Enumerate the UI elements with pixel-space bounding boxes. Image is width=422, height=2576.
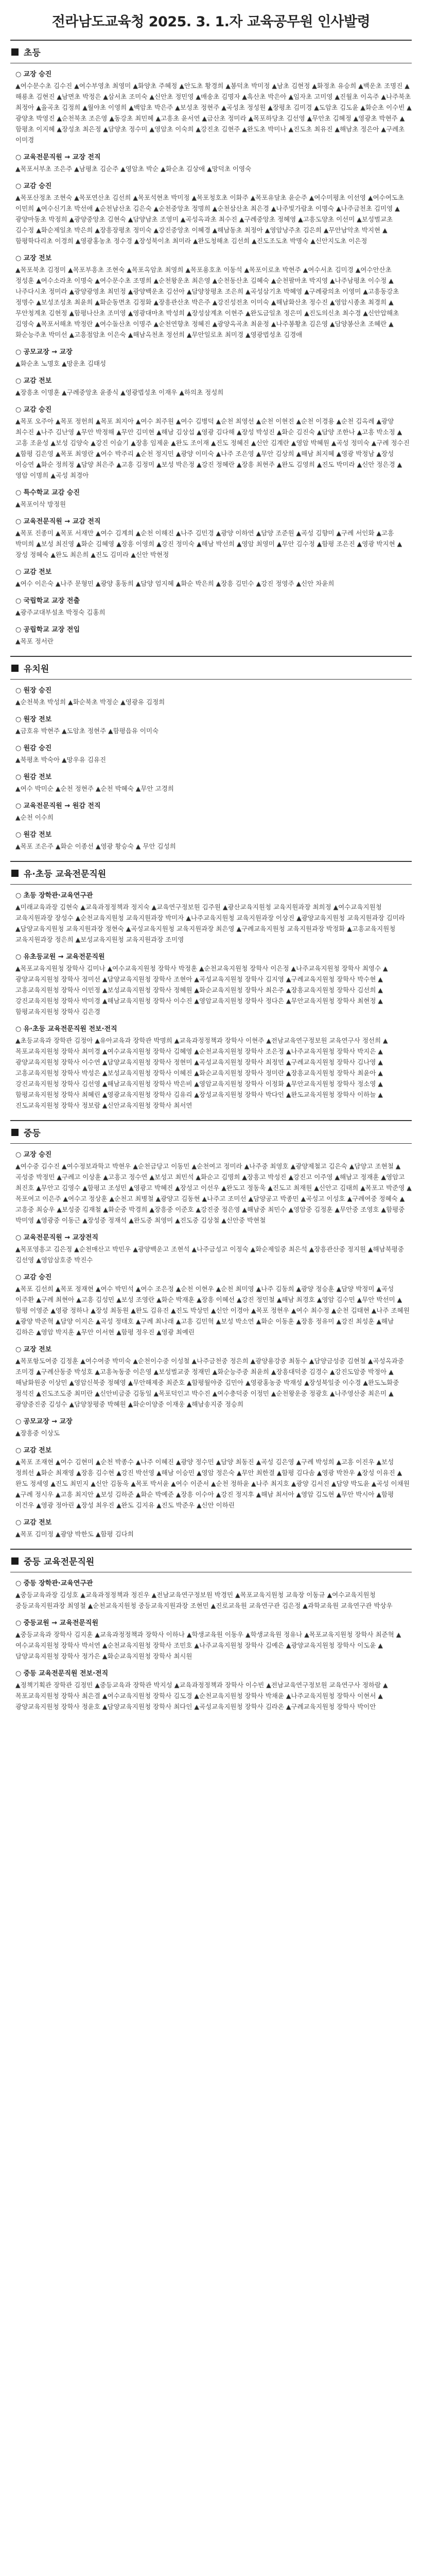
- appointment-block: [15, 1445, 412, 1511]
- appointment-list-text: ▲목포 정서란: [15, 637, 54, 645]
- appointment-list-text: ▲북평초 박숙아 ▲망우유 김유진: [15, 756, 107, 764]
- appointment-category-title: ○ 교감 승진: [15, 404, 412, 414]
- appointment-block: [15, 1517, 412, 1539]
- appointment-category-title: ○ 원감 승진: [15, 742, 412, 752]
- appointment-category-title: ○ 중등 장학관·교육연구관: [15, 1578, 412, 1587]
- appointment-list-text: ▲목포 조은주 ▲화순 이종선 ▲영광 황승숙 ▲ 무안 김성희: [15, 842, 176, 850]
- appointment-block: [15, 685, 412, 707]
- appointment-block: [15, 595, 412, 618]
- section-header: [10, 656, 412, 680]
- appointment-block: [15, 69, 412, 145]
- section: [10, 40, 412, 647]
- appointment-block: [15, 1617, 412, 1662]
- appointment-block: [15, 1023, 412, 1111]
- appointment-block: [15, 487, 412, 510]
- document-title: 전라남도교육청 2025. 3. 1.자 교육공무원 인사발령: [51, 14, 371, 30]
- appointment-block: [15, 1416, 412, 1438]
- appointment-list-text: ▲장흥중 이상도: [15, 1429, 60, 1437]
- appointment-list-text: ▲목포서부초 조은주 ▲남평초 김순주 ▲영암초 박순 ▲화순초 김상애 ▲망덕초 이영숙: [15, 165, 252, 173]
- appointment-category-title: ○ 유초등교원 → 교육전문직원: [15, 951, 412, 961]
- appointment-list-text: ▲광주교대부설초 박정숙 김홍희: [15, 608, 106, 616]
- section-header: [10, 40, 412, 63]
- appointment-block: [15, 516, 412, 560]
- section-title: 중등 교육전문직원: [24, 1557, 95, 1567]
- appointment-category-title: ○ 교장 승진: [15, 1149, 412, 1159]
- appointment-list-text: ▲목포항도여중 김정훈 ▲여수여중 박미숙 ▲순천이수중 이성철 ▲나주금천중 정은희 ▲광양용강중 최동수 ▲담양금성중 김현철 ▲곡성옥과중 조미경 ▲구례산동중 박성호 ▲고흥녹동중 이은영 ▲보성벌교중 정재민 ▲화순능주중 최윤희 ▲장흥대덕중 김경수 ▲강진도암중 박정아 ▲해남화원중 이상민 ▲영암신북중 정혜영 ▲무안해제중 최준호 ▲함평월야중 김민아 ▲영광홍농중 박재성 ▲장성북일중 이수경 ▲완도노화중 정석진 ▲진도조도중 최미란 ▲신안비금중 김동일 ▲목포덕인고 박수진 ▲여수충덕중 이정민 ▲순천왕운중 정광호 ▲나주영산중 최은미 ▲광양중진중 김성수 ▲담양창평중 박혜원 ▲화순이양중 이재웅 ▲해남송지중 정승희: [15, 1357, 404, 1408]
- appointment-block: [15, 624, 412, 647]
- appointment-list-text: ▲목포 김미정 ▲광양 박한도 ▲함평 김다희: [15, 1530, 134, 1538]
- appointment-category-title: ○ 원장 승진: [15, 685, 412, 694]
- appointment-block: [15, 1272, 412, 1337]
- appointment-category-title: ○ 초등 장학관·교육연구관: [15, 890, 412, 900]
- appointment-list-text: ▲목포 오주아 ▲목포 정헌희 ▲목포 최지아 ▲여수 최주원 ▲여수 김병덕 ▲순천 최영선 ▲순천 이현진 ▲순천 이경용 ▲순천 김옥례 ▲광양 최수진 ▲나주 김난영 ▲무안 박정해 ▲무안 김미현 ▲해남 김상섭 ▲영광 김다해 ▲장성 박성진 ▲화순 김진숙 ▲담양 조한나 ▲고흥 박소정 ▲고흥 조윤성 ▲보성 김양숙 ▲강진 이슬기 ▲장흥 임제윤 ▲완도 조이재 ▲진도 정혜진 ▲신안 김계란 ▲영암 박혜원 ▲곡성 정미숙 ▲구례 정수진 ▲함평 김은영 ▲목포 최영란 ▲여수 박주리 ▲순천 정지민 ▲광양 이미숙 ▲나주 조은영 ▲무안 김상희 ▲해남 최지혜 ▲영광 박정남 ▲장성 이승연 ▲화순 정희정 ▲담양 최은주 ▲고흥 김정미 ▲보성 박은정 ▲강진 정혜란 ▲장흥 최현주 ▲완도 김영희 ▲진도 박미라 ▲신안 정은경 ▲영암 이명희 ▲곡성 최경아: [15, 417, 410, 479]
- appointment-block: [15, 1578, 412, 1611]
- appointment-list-text: ▲중등교육과 장학사 김지훈 ▲교육과정정책과 장학사 이하나 ▲학생교육원 이동우 ▲학생교육원 정유나 ▲목포교육지원청 장학사 최준혁 ▲여수교육지원청 장학사 박서연 ▲순천교육지원청 장학사 조민호 ▲나주교육지원청 장학사 김예은 ▲광양교육지원청 장학사 이도윤 ▲담양교육지원청 장학사 정가은 ▲화순교육지원청 장학사 최시원: [15, 1631, 401, 1660]
- appointment-list-text: ▲목포북초 김정미 ▲목포부흥초 조현숙 ▲목포옥암초 최영희 ▲목포용호초 이동석 ▲목포이로초 박현주 ▲여수서초 김미경 ▲여수안산초 정성훈 ▲여수소라초 이명숙 ▲여수문수초 조명희 ▲순천왕운초 최은영 ▲순천동산초 김혜숙 ▲순천팔마초 박지영 ▲나주남평초 이수정 ▲나주다시초 정미라 ▲광양광영초 최민정 ▲광양백운초 김선아 ▲담양창평초 조은희 ▲곡성삼기초 박혜영 ▲구례광의초 이영미 ▲고흥동강초 정명수 ▲보성조성초 최윤희 ▲화순동면초 김정화 ▲장흥관산초 박은주 ▲강진성전초 이미숙 ▲해남화산초 정수진 ▲영암시종초 최경희 ▲무안청계초 김현정 ▲함평나산초 조미영 ▲영광대마초 박성희 ▲장성삼계초 이현주 ▲완도금일초 정은미 ▲진도의신초 최수경 ▲신안압해초 김영숙 ▲목포서해초 박정란 ▲여수돌산초 이명주 ▲순천연향초 정혜진 ▲광양옥곡초 최윤정 ▲나주봉황초 김은영 ▲담양봉산초 조혜란 ▲화순능주초 박미선 ▲고흥점암초 이은숙 ▲해남옥천초 정선희 ▲무안일로초 최미경 ▲영광법성초 김경애: [15, 266, 399, 338]
- appointment-category-title: ○ 교육전문직원 → 교감 전직: [15, 516, 412, 526]
- appointment-category-title: ○ 특수학교 교감 승진: [15, 487, 412, 497]
- appointment-list-text: ▲화순초 노명호 ▲망운초 김태성: [15, 360, 107, 367]
- square-bullet-icon: [11, 870, 19, 877]
- section: [10, 1549, 412, 1712]
- appointment-category-title: ○ 원장 전보: [15, 714, 412, 723]
- section-title: 중등: [24, 1128, 41, 1139]
- appointment-block: [15, 890, 412, 945]
- section: [10, 1120, 412, 1539]
- appointment-category-title: ○ 교육전문직원 → 교장 전직: [15, 151, 412, 161]
- appointment-list-text: ▲금호유 박현주 ▲도암초 정현주 ▲함평읍유 이미숙: [15, 727, 159, 735]
- appointment-category-title: ○ 교장 전보: [15, 1344, 412, 1353]
- square-bullet-icon: [11, 48, 19, 56]
- appointment-block: [15, 151, 412, 174]
- appointment-list-text: ▲순천북초 박성희 ▲화순북초 박정순 ▲영광유 김정희: [15, 698, 165, 706]
- appointment-category-title: ○ 교장 전보: [15, 252, 412, 262]
- appointment-category-title: ○ 교감 전보: [15, 375, 412, 385]
- appointment-category-title: ○ 교감 승진: [15, 180, 412, 190]
- section-header: [10, 861, 412, 885]
- appointment-block: [15, 771, 412, 794]
- appointment-category-title: ○ 유·초등 교육전문직원 전보·전직: [15, 1023, 412, 1033]
- appointment-block: [15, 375, 412, 398]
- appointment-category-title: ○ 교감 승진: [15, 1272, 412, 1281]
- appointment-list-text: ▲정책기획관 장학관 김정민 ▲중등교육과 장학관 박지성 ▲교육과정정책과 장학사 이수빈 ▲전남교육연구정보원 교육연구사 정하람 ▲목포교육지원청 장학사 최은결 ▲여수교육지원청 장학사 김도경 ▲순천교육지원청 장학사 박채윤 ▲나주교육지원청 장학사 이현서 ▲광양교육지원청 장학사 정윤호 ▲담양교육지원청 장학사 최다인 ▲곡성교육지원청 장학사 김라온 ▲구례교육지원청 장학사 박이안: [15, 1681, 388, 1710]
- appointment-block: [15, 1668, 412, 1712]
- appointment-category-title: ○ 중등 교육전문직원 전보·전직: [15, 1668, 412, 1677]
- square-bullet-icon: [11, 665, 19, 672]
- appointment-list-text: ▲여수문수초 김수진 ▲여수부영초 최영미 ▲화양초 주혜정 ▲안도초 황경희 ▲봉덕초 박미정 ▲남초 김현정 ▲화정초 유승희 ▲백운초 조명진 ▲해룡초 김현진 ▲남면초 박정은 ▲삼서초 조미숙 ▲신안초 정민영 ▲매송초 김명자 ▲흑산초 박은아 ▲임자초 고미영 ▲진월초 이옥주 ▲나주북초 최정아 ▲율곡초 김정희 ▲월야초 이영희 ▲백암초 박은주 ▲보성초 정현주 ▲곡성초 정성원 ▲장평초 김미경 ▲도암초 김도윤 ▲화순초 이수빈 ▲광양초 박영진 ▲순천북초 조은영 ▲동강초 최민혜 ▲고흥초 윤서연 ▲금산초 정미라 ▲목포하당초 김선영 ▲무안초 김혜정 ▲영광초 박현주 ▲함평초 이지혜 ▲장성초 최은정 ▲담양초 정수미 ▲영암초 이숙희 ▲강진초 김현주 ▲완도초 박미나 ▲진도초 최유진 ▲해남초 정은아 ▲구례초 이미경: [15, 82, 412, 144]
- appointment-list-text: ▲초등교육과 장학관 김정아 ▲유아교육과 장학관 박명희 ▲교육과정정책과 장학사 이현주 ▲전남교육연구정보원 교육연구사 정선희 ▲목포교육지원청 장학사 최미경 ▲여수교육지원청 장학사 김혜영 ▲순천교육지원청 장학사 조은정 ▲나주교육지원청 장학사 박지은 ▲광양교육지원청 장학사 이수연 ▲담양교육지원청 장학사 정현미 ▲곡성교육지원청 장학사 최정민 ▲구례교육지원청 장학사 김나영 ▲고흥교육지원청 장학사 박성은 ▲보성교육지원청 장학사 이혜진 ▲화순교육지원청 장학사 정미란 ▲장흥교육지원청 장학사 최윤아 ▲강진교육지원청 장학사 김선영 ▲해남교육지원청 장학사 박은비 ▲영암교육지원청 장학사 이정화 ▲무안교육지원청 장학사 정소영 ▲함평교육지원청 장학사 최혜린 ▲영광교육지원청 장학사 김유리 ▲장성교육지원청 장학사 박다인 ▲완도교육지원청 장학사 이하늘 ▲진도교육지원청 장학사 정보람 ▲신안교육지원청 장학사 최서연: [15, 1037, 388, 1109]
- appointment-category-title: ○ 교장 승진: [15, 69, 412, 78]
- appointment-category-title: ○ 중등교원 → 교육전문직원: [15, 1617, 412, 1627]
- appointment-list-text: ▲목포 조재현 ▲여수 김현미 ▲순천 박종수 ▲나주 이혜진 ▲광양 정수민 ▲담양 최동진 ▲곡성 김은영 ▲구례 박성희 ▲고흥 이진우 ▲보성 정희선 ▲화순 최재영 ▲장흥 김수현 ▲강진 박선영 ▲해남 이승민 ▲영암 정은숙 ▲무안 최한결 ▲함평 김다솜 ▲영광 박찬우 ▲장성 이유진 ▲완도 정세영 ▲진도 최민지 ▲신안 김동욱 ▲목포 박서윤 ▲여수 이준서 ▲순천 정하윤 ▲나주 최지호 ▲광양 김서진 ▲담양 박도윤 ▲곡성 이채원 ▲구례 정시우 ▲고흥 최지안 ▲보성 김하준 ▲화순 박예준 ▲장흥 이수아 ▲강진 정지후 ▲해남 최서아 ▲영암 김도현 ▲무안 박시아 ▲함평 이건우 ▲영광 정아린 ▲장성 최우진 ▲완도 김지유 ▲진도 박준우 ▲신안 이하린: [15, 1458, 410, 1509]
- square-bullet-icon: [11, 1557, 19, 1565]
- appointment-category-title: ○ 국립학교 교장 전출: [15, 595, 412, 605]
- appointment-category-title: ○ 교감 전보: [15, 1517, 412, 1527]
- appointment-category-title: ○ 교감 전보: [15, 1445, 412, 1454]
- appointment-category-title: ○ 공립학교 교장 전입: [15, 624, 412, 634]
- section-header: [10, 1120, 412, 1144]
- appointment-category-title: ○ 교감 전보: [15, 566, 412, 576]
- appointment-block: [15, 180, 412, 246]
- appointment-category-title: ○ 교육전문직원 → 원감 전직: [15, 800, 412, 810]
- appointment-category-title: ○ 공모교장 → 교장: [15, 346, 412, 356]
- section-title: 유·초등 교육전문직원: [24, 869, 107, 879]
- appointment-list-text: ▲장흥초 이명훈 ▲구례중앙초 윤종식 ▲영광법성초 이재우 ▲하의초 정성희: [15, 388, 224, 396]
- appointment-block: [15, 829, 412, 852]
- appointment-category-title: ○ 교육전문직원 → 교장전직: [15, 1232, 412, 1242]
- appointment-list-text: ▲중등교육과장 김성호 ▲교육과정정책과 정진우 ▲전남교육연구정보원 박경민 ▲목포교육지원청 교육장 이동규 ▲여수교육지원청 중등교육지원과장 최영철 ▲순천교육지원청 중등교육지원과장 조현민 ▲진로교육원 교육연구관 김은정 ▲과학교육원 교육연구관 박상우: [15, 1591, 393, 1609]
- square-bullet-icon: [11, 1129, 19, 1136]
- sections-container: [10, 40, 412, 1712]
- appointment-block: [15, 252, 412, 340]
- appointment-list-text: ▲여수 박미순 ▲순천 정현주 ▲순천 박혜숙 ▲무안 고경희: [15, 785, 174, 792]
- appointment-category-title: ○ 공모교장 → 교장: [15, 1416, 412, 1426]
- appointment-list-text: ▲목포교육지원청 장학사 김미나 ▲여수교육지원청 장학사 박정훈 ▲순천교육지원청 장학사 이은정 ▲나주교육지원청 장학사 최영수 ▲광양교육지원청 장학사 정미선 ▲담양교육지원청 장학사 조현아 ▲곡성교육지원청 장학사 김지영 ▲구례교육지원청 장학사 박수현 ▲고흥교육지원청 장학사 이민정 ▲보성교육지원청 장학사 정혜원 ▲화순교육지원청 장학사 최은주 ▲장흥교육지원청 장학사 김선희 ▲강진교육지원청 장학사 박미경 ▲해남교육지원청 장학사 이수진 ▲영암교육지원청 장학사 정다은 ▲무안교육지원청 장학사 최현정 ▲함평교육지원청 장학사 김은경: [15, 964, 388, 1015]
- appointment-list-text: ▲목포 김선희 ▲목포 정재현 ▲여수 박민석 ▲여수 조은정 ▲순천 이현우 ▲순천 최미영 ▲나주 김동희 ▲광양 정승훈 ▲담양 박정미 ▲곡성 이주환 ▲구례 최현아 ▲고흥 김성민 ▲보성 조영란 ▲화순 박재훈 ▲장흥 이혜선 ▲강진 정민철 ▲해남 최경호 ▲영암 김수민 ▲무안 박선미 ▲함평 이영준 ▲영광 정하나 ▲장성 최동원 ▲완도 김유진 ▲진도 박상민 ▲신안 이경아 ▲목포 정현우 ▲여수 최수정 ▲순천 김태현 ▲나주 조혜원 ▲광양 박준혁 ▲담양 이지은 ▲곡성 정태호 ▲구례 최나래 ▲고흥 김민혁 ▲보성 박소연 ▲화순 이동훈 ▲장흥 정유미 ▲강진 최성훈 ▲해남 김하은 ▲영암 박지훈 ▲무안 이서현 ▲함평 정우진 ▲영광 최예린: [15, 1285, 410, 1336]
- appointment-block: [15, 714, 412, 736]
- appointment-block: [15, 1344, 412, 1410]
- appointment-block: [15, 566, 412, 589]
- section-header: [10, 1549, 412, 1572]
- appointment-list-text: ▲목포 진종미 ▲목포 서재만 ▲여수 김계희 ▲순천 이해진 ▲나주 김민경 ▲광양 이하연 ▲담양 조준원 ▲곡성 김향미 ▲구례 서인화 ▲고흥 박미희 ▲보성 최진영 ▲화순 김혜영 ▲장흥 이영희 ▲강진 정미숙 ▲해남 박선희 ▲영암 최영미 ▲무안 김수정 ▲함평 조은진 ▲영광 박지현 ▲장성 정혜숙 ▲완도 최은희 ▲진도 김미라 ▲신안 박현정: [15, 529, 402, 558]
- appointment-list-text: ▲목포산정초 조현숙 ▲목포연산초 김선희 ▲목포석현초 박미정 ▲목포청호초 이화주 ▲목포유달초 윤순주 ▲여수미평초 이선영 ▲여수여도초 이민희 ▲여수신기초 박선애 ▲순천남산초 김은숙 ▲순천중앙초 정명희 ▲순천삼산초 최은경 ▲나주빛가람초 이명숙 ▲나주금천초 김미영 ▲광양마동초 박정희 ▲광양중앙초 김현숙 ▲담양남초 조영미 ▲곡성옥과초 최수진 ▲구례중앙초 정혜영 ▲고흥도양초 이선미 ▲보성벌교초 김수정 ▲화순제일초 박은희 ▲장흥장평초 정미숙 ▲강진중앙초 이혜경 ▲해남동초 최정아 ▲영암낭주초 김은희 ▲무안남악초 박지현 ▲함평학다리초 이경희 ▲영광홍농초 정수경 ▲장성북이초 최미라 ▲완도청해초 김선희 ▲진도조도초 박명숙 ▲신안지도초 이은정: [15, 194, 404, 245]
- appointment-block: [15, 1232, 412, 1265]
- section-title: 유치원: [24, 664, 49, 674]
- appointment-category-title: ○ 원감 전보: [15, 771, 412, 781]
- appointment-block: [15, 742, 412, 765]
- appointment-block: [15, 951, 412, 1017]
- appointment-list-text: ▲미래교육과장 김현숙 ▲교육과정정책과 정지숙 ▲교육연구정보원 김주원 ▲광산교육지원청 교육지원과장 최희정 ▲여수교육지원청 교육지원과장 장성수 ▲순천교육지원청 교육지원과장 박미자 ▲나주교육지원청 교육지원과장 이상진 ▲광양교육지원청 교육지원과장 김미라 ▲담양교육지원청 교육지원과장 정현숙 ▲곡성교육지원청 교육지원과장 최은영 ▲구례교육지원청 교육지원과장 박정화 ▲고흥교육지원청 교육지원과장 정은희 ▲보성교육지원청 교육지원과장 조미영: [15, 903, 405, 943]
- appointment-list-text: ▲순천 이수희: [15, 814, 54, 821]
- section: [10, 656, 412, 852]
- appointment-list-text: ▲목포이삭 방정원: [15, 500, 66, 508]
- section-title: 초등: [24, 48, 41, 58]
- appointment-list-text: ▲여수중 김수진 ▲여수정보과학고 박현우 ▲순천금당고 이동민 ▲순천여고 정미라 ▲나주중 최영호 ▲광양제철고 김은숙 ▲담양고 조현철 ▲곡성중 박정민 ▲구례고 이상훈 ▲고흥고 정수연 ▲보성고 최민석 ▲화순고 김명희 ▲장흥고 박성진 ▲강진고 이주영 ▲해남고 정재훈 ▲영암고 최진호 ▲무안고 김영수 ▲함평고 조성민 ▲영광고 박혜진 ▲장성고 이선우 ▲완도고 정동욱 ▲진도고 최재원 ▲신안고 김태희 ▲목포고 박준영 ▲목포여고 이은주 ▲여수고 정상훈 ▲순천고 최병철 ▲광양고 김동현 ▲나주고 조미선 ▲담양공고 박종민 ▲곡성고 이성호 ▲구례여중 정혜숙 ▲고흥중 최승우 ▲보성중 김재철 ▲화순중 박경희 ▲장흥중 이준호 ▲강진중 정은영 ▲해남중 최민수 ▲영암중 김정훈 ▲무안중 조영호 ▲함평중 박미영 ▲영광중 이동근 ▲장성중 정재석 ▲완도중 최영미 ▲진도중 김상철 ▲신안중 박현철: [15, 1162, 412, 1224]
- appointment-list-text: ▲여수 이은숙 ▲나주 문형민 ▲광양 홍동희 ▲담양 엄지혜 ▲화순 박은희 ▲장흥 김민수 ▲강진 정영주 ▲신안 차윤희: [15, 580, 335, 587]
- section: [10, 861, 412, 1111]
- appointment-list-text: ▲목포영흥고 김은정 ▲순천매산고 박민우 ▲광양백운고 조현석 ▲나주금성고 이정숙 ▲화순제일중 최은석 ▲장흥관산중 정지원 ▲해남북평중 김선영 ▲영암삼호중 박진수: [15, 1245, 404, 1264]
- appointment-block: [15, 346, 412, 369]
- appointment-category-title: ○ 원감 전보: [15, 829, 412, 839]
- appointment-block: [15, 1149, 412, 1226]
- appointment-block: [15, 404, 412, 481]
- appointment-block: [15, 800, 412, 823]
